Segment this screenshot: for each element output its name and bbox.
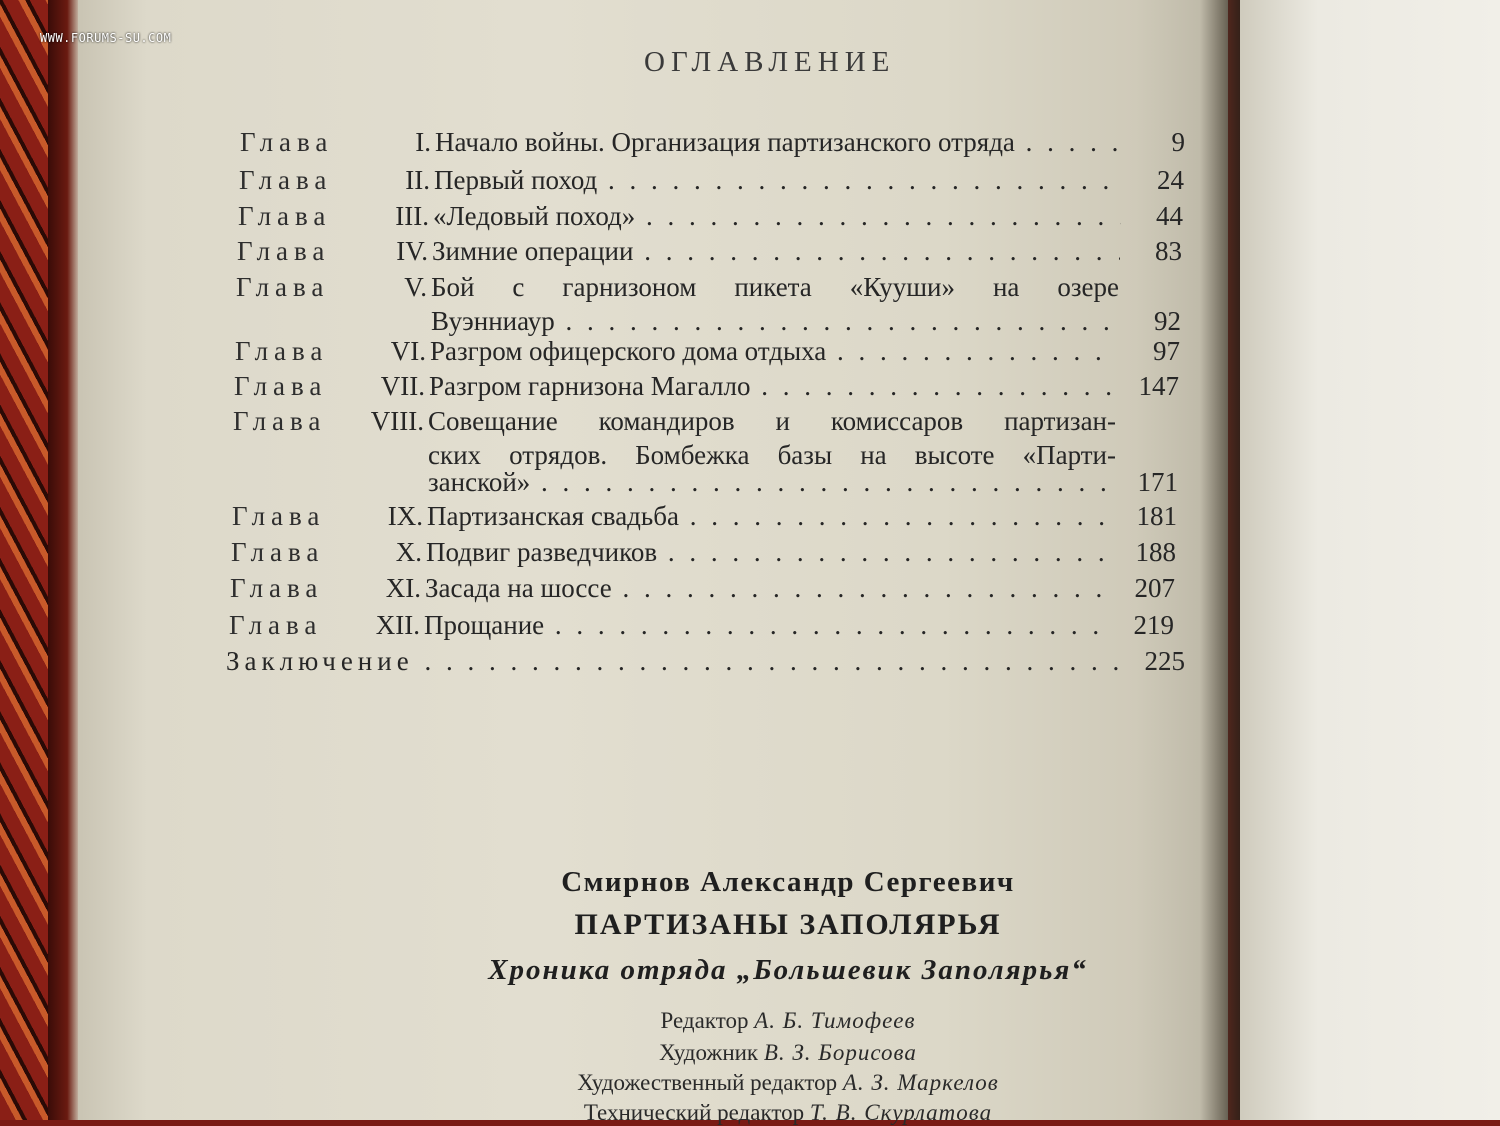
toc-entry: [229, 610, 1174, 646]
chapter-label: Глава: [239, 165, 333, 195]
credit-role: Технический редактор: [583, 1100, 805, 1125]
page-number: 219: [1133, 610, 1174, 640]
toc-entry: [230, 573, 1175, 609]
chapter-number: XII.: [375, 610, 420, 640]
credit-role: Художник: [659, 1040, 759, 1065]
page-number: 188: [1135, 537, 1176, 567]
chapter-label: Глава: [238, 201, 332, 231]
toc-entry: [239, 165, 1184, 201]
chapter-title: «Ледовый поход» . . .: [433, 201, 1121, 232]
page-number: 171: [1137, 467, 1178, 497]
page-number: 24: [1157, 165, 1184, 195]
credit-line: [308, 1008, 1268, 1034]
chapter-label: Глава: [237, 236, 331, 266]
toc-entry: [237, 236, 1182, 272]
chapter-number: III.: [395, 201, 429, 231]
chapter-title: Совещание командиров и комиссаров партизан-: [428, 406, 1116, 436]
chapter-label: Глава: [234, 371, 328, 401]
chapter-number: IX.: [387, 501, 423, 531]
watermark: WWW.FORUMS-SU.COM: [40, 31, 172, 45]
chapter-title: занской» . . .: [428, 467, 1116, 498]
chapter-title: Партизанская свадьба . . .: [427, 501, 1115, 532]
credit-role: Художественный редактор: [577, 1070, 838, 1095]
credit-name: А. Б. Тимофеев: [754, 1008, 916, 1033]
chapter-number: VII.: [380, 371, 425, 401]
page-number: 97: [1153, 336, 1180, 366]
page-number: 181: [1136, 501, 1177, 531]
toc-entry: [233, 467, 1178, 503]
page-number: 225: [1144, 646, 1185, 676]
toc-entry-conclusion: [226, 646, 1185, 682]
book-page: [78, 0, 1228, 1125]
page-number: 83: [1155, 236, 1182, 266]
chapter-number: VIII.: [370, 406, 424, 436]
toc-entry: [234, 371, 1179, 407]
chapter-label: Глава: [233, 406, 327, 436]
chapter-label: Глава: [240, 127, 334, 157]
chapter-title: Первый поход . . .: [434, 165, 1122, 196]
chapter-number: IV.: [396, 236, 428, 266]
author-name: Смирнов Александр Сергеевич: [561, 866, 1015, 898]
chapter-number: X.: [395, 537, 422, 567]
page-number: 147: [1138, 371, 1179, 401]
toc-heading: ОГЛАВЛЕНИЕ: [644, 46, 896, 78]
chapter-title: ских отрядов. Бомбежка базы на высоте «Парти-: [428, 440, 1116, 470]
credit-name: В. З. Борисова: [763, 1040, 917, 1065]
chapter-title: Прощание . . .: [424, 610, 1112, 641]
page-number: 92: [1154, 306, 1181, 336]
chapter-label: Глава: [230, 573, 324, 603]
chapter-number: I.: [415, 127, 431, 157]
toc-entry: [235, 336, 1180, 372]
chapter-label: Глава: [235, 336, 329, 366]
chapter-title: Вуэнниаур . . .: [431, 306, 1119, 337]
credit-line: [308, 1040, 1268, 1066]
chapter-number: XI.: [385, 573, 421, 603]
toc-entry: [231, 537, 1176, 573]
credit-name: Т. В. Скурлатова: [809, 1100, 993, 1125]
credit-line: [308, 1100, 1268, 1126]
chapter-title: Разгром офицерского дома отдыха . . .: [430, 336, 1118, 367]
facing-page: [1240, 0, 1500, 1120]
credit-name: А. З. Маркелов: [842, 1070, 999, 1095]
chapter-title: Подвиг разведчиков . . .: [426, 537, 1114, 568]
chapter-title: Начало войны. Организация партизанского отряда . . .: [435, 127, 1123, 158]
toc-entry: [232, 501, 1177, 537]
chapter-label: Глава: [229, 610, 323, 640]
chapter-title: Разгром гарнизона Магалло . . .: [429, 371, 1117, 402]
chapter-number: VI.: [390, 336, 426, 366]
credit-line: [308, 1070, 1268, 1096]
credit-role: Редактор: [660, 1008, 749, 1033]
conclusion-label: Заключение . . .: [226, 646, 1123, 677]
page-number: 9: [1171, 127, 1185, 157]
book-gutter: [1200, 0, 1240, 1120]
toc-entry: [236, 272, 1181, 308]
chapter-label: Глава: [236, 272, 330, 302]
chapter-label: Глава: [231, 537, 325, 567]
cover-edge: [48, 0, 80, 1120]
page-number: 207: [1134, 573, 1175, 603]
book-subtitle: Хроника отряда „Большевик Заполярья“: [488, 954, 1088, 986]
page-number: 44: [1156, 201, 1183, 231]
chapter-title: Бой с гарнизоном пикета «Кууши» на озере: [431, 272, 1119, 302]
chapter-label: Глава: [232, 501, 326, 531]
book-title: ПАРТИЗАНЫ ЗАПОЛЯРЬЯ: [574, 908, 1002, 941]
chapter-number: II.: [405, 165, 430, 195]
chapter-title: Зимние операции . . .: [432, 236, 1120, 267]
chapter-title: Засада на шоссе . . .: [425, 573, 1113, 604]
chapter-number: V.: [404, 272, 427, 302]
toc-entry: [233, 406, 1178, 442]
toc-entry: [238, 201, 1183, 237]
toc-entry: [240, 127, 1185, 163]
